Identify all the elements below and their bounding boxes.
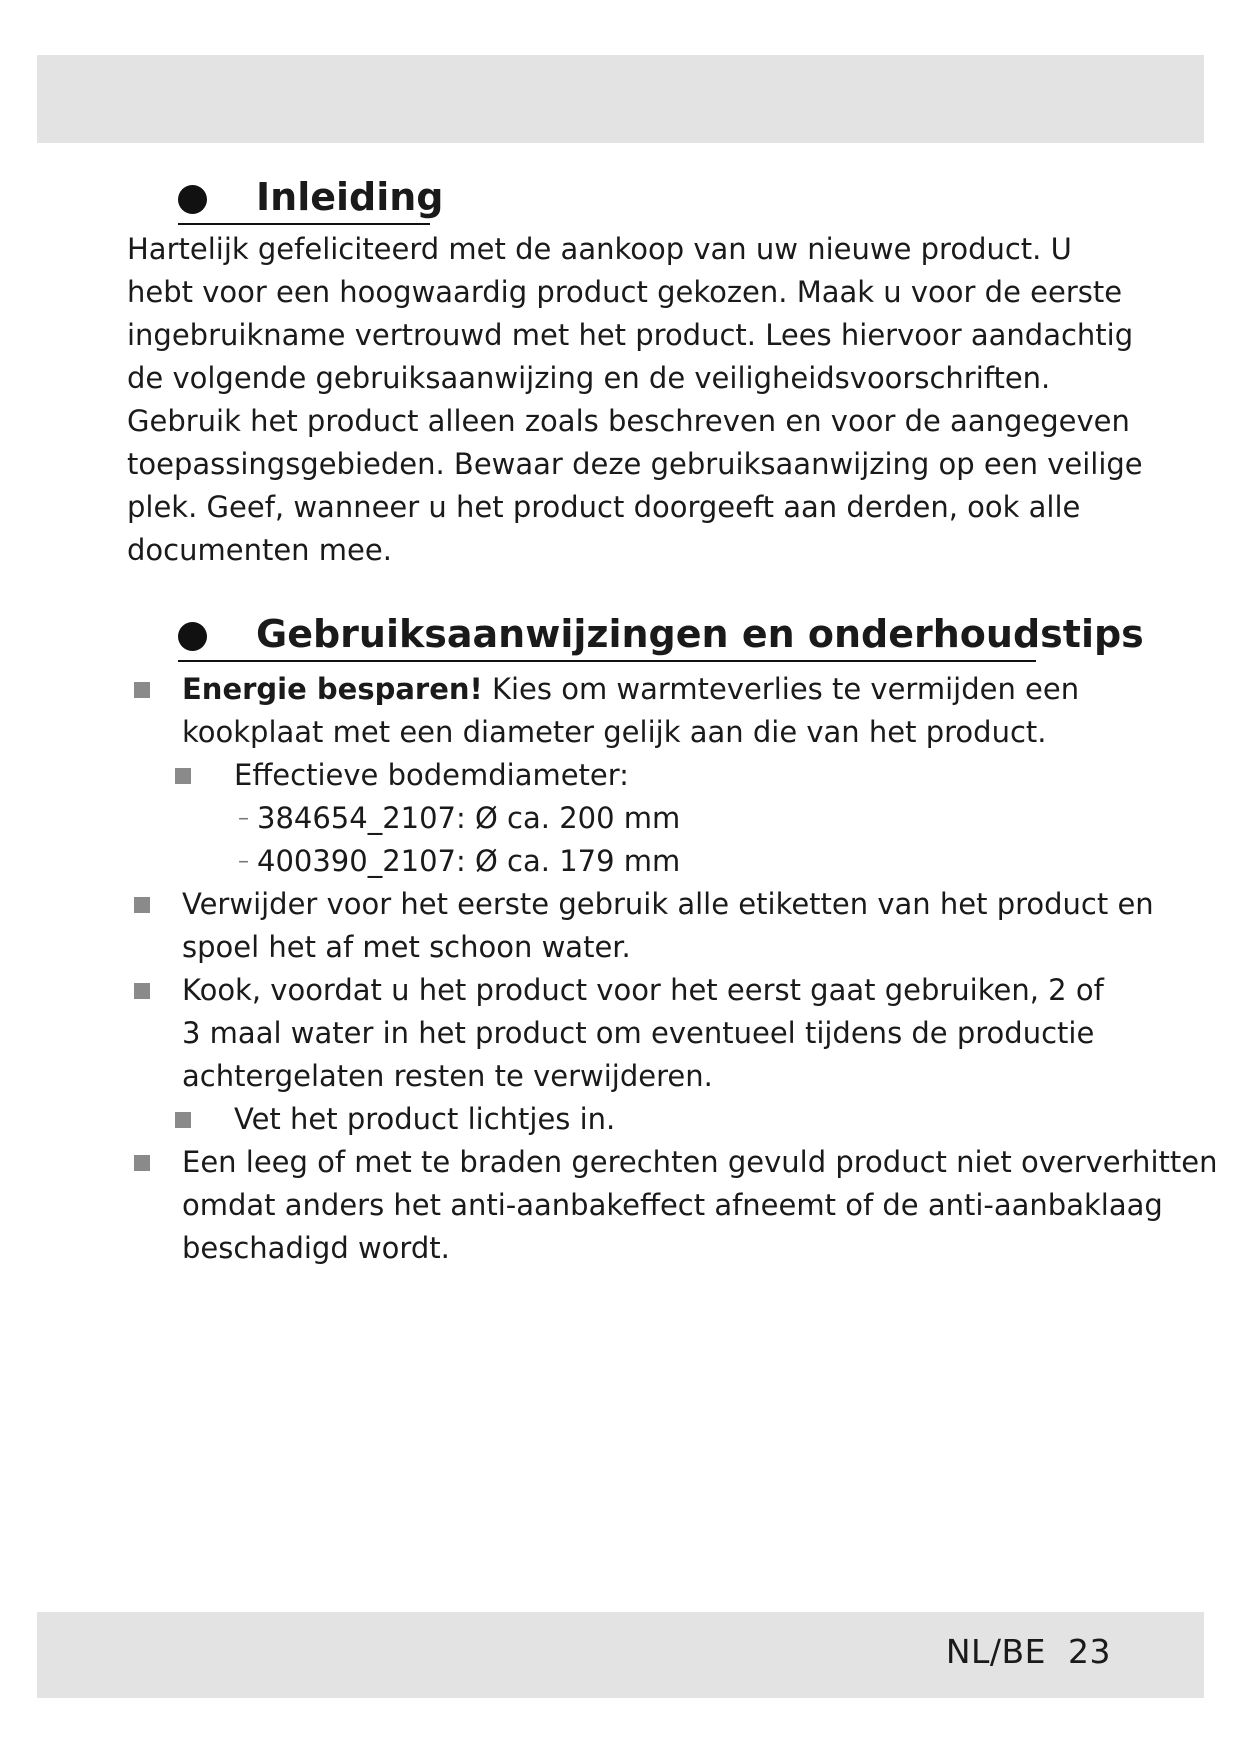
- diameter-value: 400390_2107: Ø ca. 179 mm: [257, 844, 681, 878]
- list-item-diameter-2: [238, 840, 680, 883]
- heading-underline: [178, 223, 430, 225]
- intro-line: Gebruik het product alleen zoals beschreven en voor de aangegeven: [127, 404, 1130, 438]
- energy-bold: Energie besparen!: [182, 672, 483, 706]
- list-item-diameter: [234, 754, 629, 797]
- overheat-text: omdat anders het anti-aanbakeffect afneemt of de anti-aanbaklaag: [182, 1188, 1163, 1222]
- square-bullet-icon: [175, 1112, 191, 1128]
- square-bullet-icon: [134, 983, 150, 999]
- intro-line: ingebruikname vertrouwd met het product. Lees hiervoor aandachtig: [127, 318, 1134, 352]
- list-item-boil-water: [182, 969, 1104, 1098]
- header-band: [37, 55, 1204, 143]
- footer-locale: NL/BE: [945, 1632, 1046, 1671]
- intro-line: Hartelijk gefeliciteerd met de aankoop van uw nieuwe product. U: [127, 232, 1072, 266]
- diameter-label: Effectieve bodemdiameter:: [234, 758, 629, 792]
- intro-paragraph: [127, 228, 1143, 572]
- remove-text: spoel het af met schoon water.: [182, 930, 631, 964]
- list-item-remove-labels: [182, 883, 1154, 969]
- diameter-value: 384654_2107: Ø ca. 200 mm: [257, 801, 681, 835]
- bullet-dot-icon: [178, 185, 207, 214]
- list-item-grease: [234, 1098, 615, 1141]
- remove-text: Verwijder voor het eerste gebruik alle etiketten van het product en: [182, 887, 1154, 921]
- page-footer: [946, 1632, 1111, 1671]
- boil-text: Kook, voordat u het product voor het eerst gaat gebruiken, 2 of: [182, 973, 1104, 1007]
- intro-line: documenten mee.: [127, 533, 392, 567]
- grease-text: Vet het product lichtjes in.: [234, 1102, 616, 1136]
- intro-line: hebt voor een hoogwaardig product gekozen. Maak u voor de eerste: [127, 275, 1123, 309]
- list-item-overheat: [182, 1141, 1217, 1270]
- energy-text: kookplaat met een diameter gelijk aan die van het product.: [182, 715, 1047, 749]
- square-bullet-icon: [175, 768, 191, 784]
- square-bullet-icon: [134, 1155, 150, 1171]
- intro-line: plek. Geef, wanneer u het product doorgeeft aan derden, ook alle: [127, 490, 1081, 524]
- bullet-dot-icon: [178, 622, 207, 651]
- boil-text: 3 maal water in het product om eventueel tijdens de productie: [182, 1016, 1095, 1050]
- heading-underline: [178, 660, 1036, 662]
- list-item-energy: [182, 668, 1079, 754]
- square-bullet-icon: [134, 682, 150, 698]
- list-item-diameter-1: [238, 797, 680, 840]
- page-number: 23: [1068, 1632, 1111, 1671]
- dash-icon: –: [238, 806, 249, 831]
- overheat-text: beschadigd wordt.: [182, 1231, 450, 1265]
- dash-icon: –: [238, 849, 249, 874]
- intro-line: de volgende gebruiksaanwijzing en de veiligheidsvoorschriften.: [127, 361, 1051, 395]
- boil-text: achtergelaten resten te verwijderen.: [182, 1059, 713, 1093]
- energy-text: Kies om warmteverlies te vermijden een: [482, 672, 1080, 706]
- square-bullet-icon: [134, 897, 150, 913]
- overheat-text: Een leeg of met te braden gerechten gevuld product niet oververhitten: [182, 1145, 1218, 1179]
- tips-title: Gebruiksaanwijzingen en onderhoudstips: [256, 612, 1144, 656]
- intro-title: Inleiding: [256, 175, 444, 219]
- intro-line: toepassingsgebieden. Bewaar deze gebruiksaanwijzing op een veilige: [127, 447, 1143, 481]
